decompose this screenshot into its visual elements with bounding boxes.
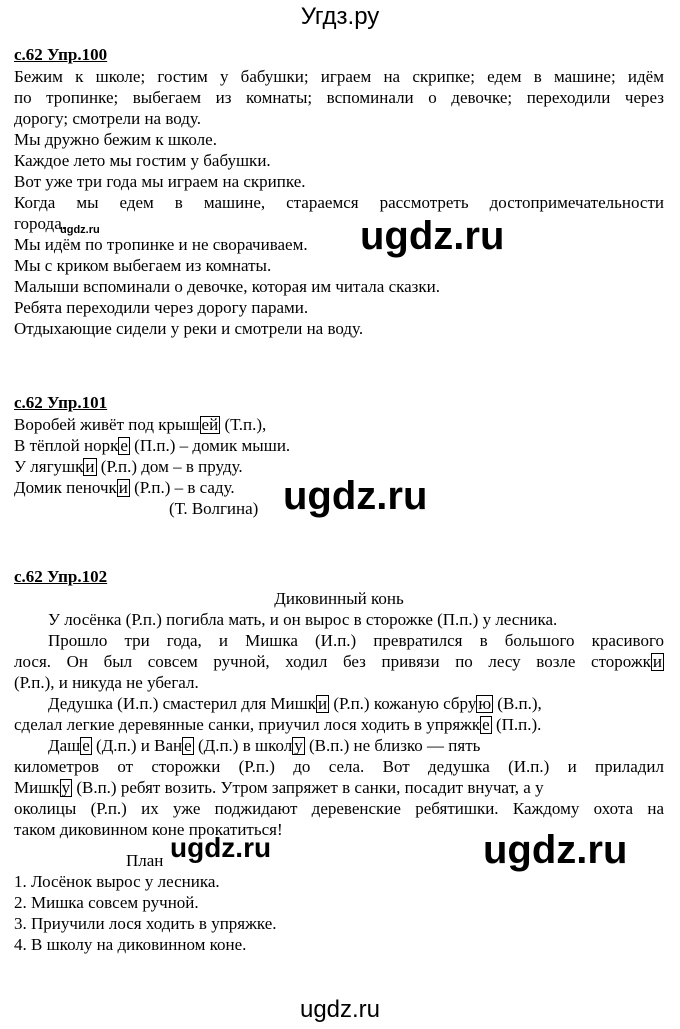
ending-box: у: [61, 778, 71, 797]
ex102-p4a: Даш е (Д.п.) и Ван е (Д.п.) в школ у (В.п.) не близко — пять: [48, 736, 481, 755]
ex100-line-6: Вот уже три года мы играем на скрипке.: [14, 172, 306, 191]
ending-box: у: [294, 736, 303, 755]
ex102-p4b: километров от сторожки (Р.п.) до села. Вот дедушка (И.п.) и приладил: [14, 757, 664, 776]
ending-box: и: [317, 694, 328, 713]
ex102-p2b: лося. Он был совсем ручной, ходил без привязи по лесу возле сторожк и: [14, 652, 662, 671]
watermark-3: ugdz.ru: [170, 832, 272, 863]
ex100-line-1: Бежим к школе; гостим у бабушки; играем на скрипке; едем в машине; идём: [14, 67, 664, 86]
ex100-line-10: Мы с криком выбегаем из комнаты.: [14, 256, 272, 275]
ending-box: и: [85, 457, 95, 476]
ex102-p4d: околицы (Р.п.) их уже поджидают деревенские ребятишки. Каждому охота на: [14, 799, 664, 818]
ex102-p4c: Мишк у (В.п.) ребят возить. Утром запряжет в санки, посадит внучат, а у: [14, 778, 544, 797]
ex100-line-3: дорогу; смотрели на воду.: [14, 109, 201, 128]
exercise-102: [14, 566, 664, 955]
ex100-line-4: Мы дружно бежим к школе.: [14, 130, 217, 149]
exercise-101-title: с.62 Упр.101: [14, 393, 108, 412]
ex101-line-3: У лягушк и (Р.п.) дом – в пруду.: [14, 457, 243, 476]
ex101-author: (Т. Волгина): [169, 499, 259, 518]
ending-box: е: [82, 736, 90, 755]
exercise-100: [14, 44, 664, 339]
ending-box: ей: [201, 415, 219, 434]
ending-box: е: [482, 715, 490, 734]
site-footer: ugdz.ru: [299, 996, 381, 1023]
ending-box: е: [120, 436, 128, 455]
ex102-p4e: таком диковинном коне прокатиться!: [14, 820, 283, 839]
plan-item-1: 1. Лосёнок вырос у лесника.: [14, 872, 220, 891]
ex101-line-2: В тёплой норк е (П.п.) – домик мыши.: [14, 436, 291, 455]
ex100-line-7: Когда мы едем в машине, стараемся рассмотреть достопримечательности: [14, 193, 664, 212]
watermark-small-1: ugdz.ru: [60, 224, 100, 236]
ending-box: ю: [478, 694, 492, 713]
ex102-p3b: сделал легкие деревянные санки, приучил лося ходить в упряжк е (П.п.).: [14, 715, 542, 734]
site-header: Угдз.ру: [300, 3, 380, 30]
ex102-p3a: Дедушка (И.п.) смастерил для Мишк и (Р.п.) кожаную сбру ю (В.п.),: [48, 694, 542, 713]
watermark-2: ugdz.ru: [283, 474, 428, 518]
ex100-line-9: Мы идём по тропинке и не сворачиваем.: [14, 235, 308, 254]
ex102-p1: У лосёнка (Р.п.) погибла мать, и он вырос в сторожке (П.п.) у лесника.: [48, 610, 558, 629]
plan-item-3: 3. Приучили лося ходить в упряжке.: [14, 914, 277, 933]
ex100-line-2: по тропинке; выбегаем из комнаты; вспоминали о девочке; переходили через: [14, 88, 664, 107]
story-title: Диковинный конь: [274, 589, 404, 608]
watermark-1: ugdz.ru: [360, 214, 505, 258]
plan-item-2: 2. Мишка совсем ручной.: [14, 893, 199, 912]
ending-box: и: [652, 652, 662, 671]
ex100-line-12: Ребята переходили через дорогу парами.: [14, 298, 309, 317]
ex100-line-11: Малыши вспоминали о девочке, которая им читала сказки.: [14, 277, 440, 296]
plan-title: План: [126, 851, 164, 870]
exercise-102-title: с.62 Упр.102: [14, 567, 108, 586]
ending-box: е: [184, 736, 192, 755]
ex100-line-8: города.: [14, 214, 67, 233]
watermark-4: ugdz.ru: [483, 828, 628, 872]
ending-box: и: [118, 478, 128, 497]
ex102-p2a: Прошло три года, и Мишка (И.п.) превратился в большого красивого: [48, 631, 664, 650]
exercise-100-title: с.62 Упр.100: [14, 45, 108, 64]
ex101-line-4: Домик пеночк и (Р.п.) – в саду.: [14, 478, 235, 497]
ex100-line-13: Отдыхающие сидели у реки и смотрели на воду.: [14, 319, 364, 338]
ex102-p2c: (Р.п.), и никуда не убегал.: [14, 673, 199, 692]
ex100-line-5: Каждое лето мы гостим у бабушки.: [14, 151, 271, 170]
plan-item-4: 4. В школу на диковинном коне.: [14, 935, 247, 954]
ex101-line-1: Воробей живёт под крыш ей (Т.п.),: [14, 415, 267, 434]
